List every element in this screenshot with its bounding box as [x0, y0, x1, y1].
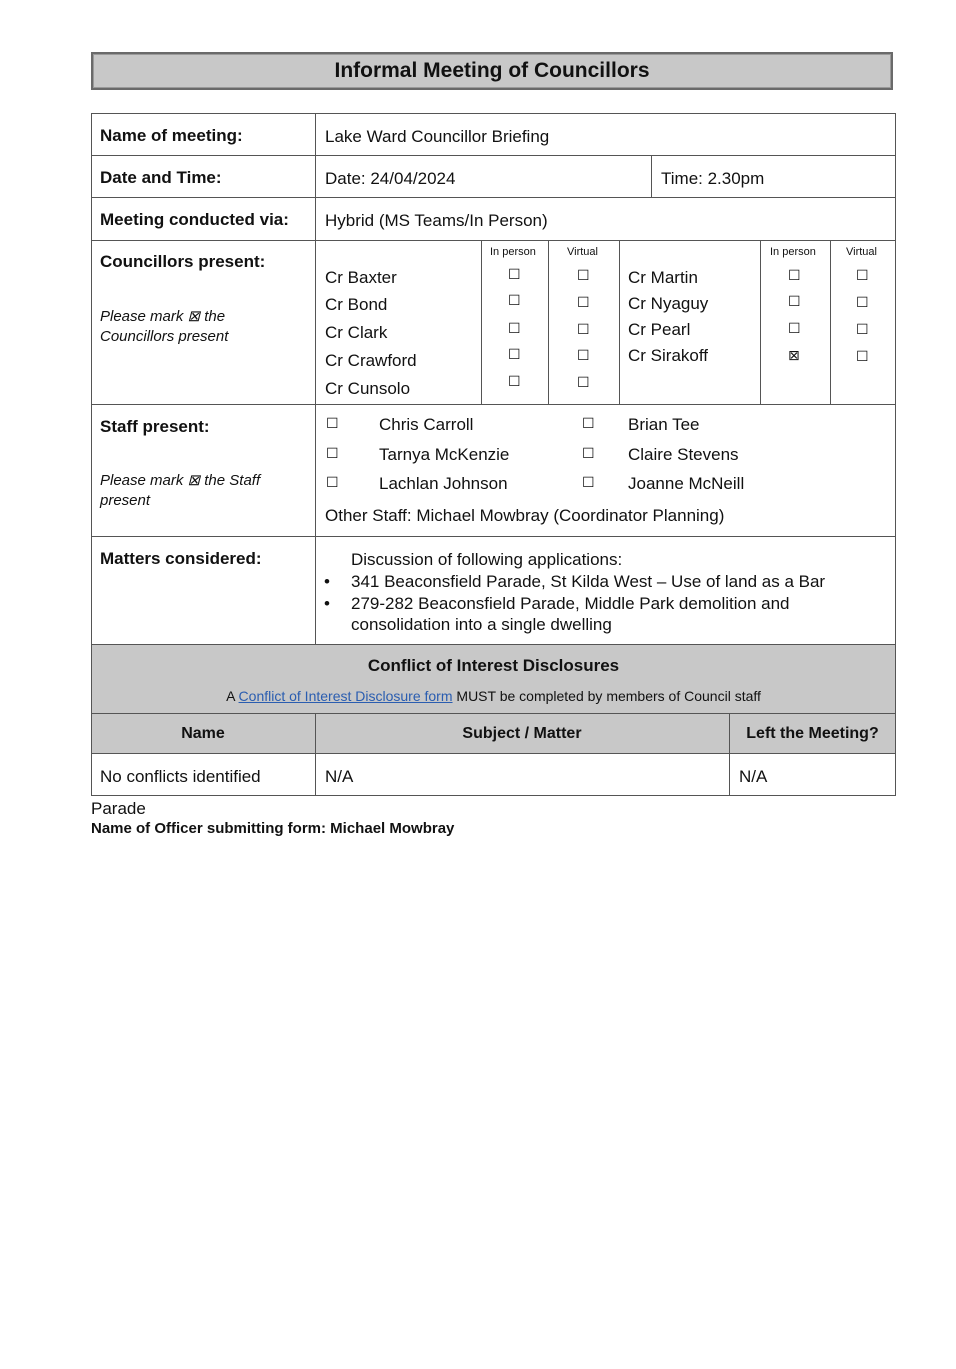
councillor-name: Cr Nyaguy [628, 294, 709, 313]
col-in-person-left: In person [490, 246, 536, 258]
conducted-via-value: Hybrid (MS Teams/In Person) [325, 211, 548, 230]
bullet-icon: • [324, 572, 330, 591]
bullet-icon: • [324, 594, 330, 613]
virtual-checkbox[interactable]: ☐ [577, 322, 590, 338]
staff-checkbox[interactable]: ☐ [582, 475, 595, 491]
in-person-checkbox[interactable]: ☐ [788, 321, 801, 337]
councillors-present-label: Councillors present: [100, 252, 266, 271]
virtual-checkbox[interactable]: ☐ [856, 349, 869, 365]
name-of-meeting-label: Name of meeting: [100, 126, 243, 145]
col-virtual-left: Virtual [567, 246, 598, 258]
staff-name: Tarnya McKenzie [379, 445, 510, 464]
conducted-via-label: Meeting conducted via: [100, 210, 289, 229]
matters-considered-label: Matters considered: [100, 549, 262, 568]
councillors-instruction: Please mark ⊠ the Councillors present [100, 308, 229, 345]
matter-item-continued: consolidation into a single dwelling [351, 615, 612, 634]
date-time-label: Date and Time: [100, 168, 222, 187]
councillor-name: Cr Crawford [325, 351, 417, 370]
meeting-time: Time: 2.30pm [661, 169, 765, 188]
disclosure-form-link[interactable]: Conflict of Interest Disclosure form [238, 688, 453, 704]
virtual-checkbox[interactable]: ☐ [856, 322, 869, 338]
conflicts-note [91, 688, 896, 704]
matters-intro: Discussion of following applications: [351, 550, 623, 569]
staff-checkbox[interactable]: ☐ [326, 475, 339, 491]
councillor-name: Cr Bond [325, 295, 388, 314]
staff-name: Joanne McNeill [628, 474, 745, 493]
name-of-meeting-value: Lake Ward Councillor Briefing [325, 127, 550, 146]
officer-name: Name of Officer submitting form: Michael Mowbray [91, 820, 455, 837]
conflict-left-cell: N/A [739, 767, 768, 786]
note-suffix: MUST be completed by members of Council staff [452, 688, 761, 704]
col-name-header: Name [181, 725, 225, 742]
virtual-checkbox[interactable]: ☐ [577, 295, 590, 311]
meeting-date: Date: 24/04/2024 [325, 169, 456, 188]
councillor-name: Cr Baxter [325, 268, 397, 287]
virtual-checkbox[interactable]: ☐ [856, 295, 869, 311]
staff-name: Chris Carroll [379, 415, 474, 434]
staff-present-label: Staff present: [100, 417, 210, 436]
councillor-name: Cr Cunsolo [325, 379, 411, 398]
virtual-checkbox[interactable]: ☐ [577, 375, 590, 391]
staff-checkbox[interactable]: ☐ [582, 446, 595, 462]
staff-name: Claire Stevens [628, 445, 739, 464]
staff-name: Brian Tee [628, 415, 700, 434]
in-person-checkbox[interactable]: ☐ [508, 374, 521, 390]
in-person-checkbox[interactable]: ☐ [508, 347, 521, 363]
in-person-checkbox[interactable]: ☐ [508, 267, 521, 283]
virtual-checkbox[interactable]: ☐ [856, 268, 869, 284]
councillor-name: Cr Sirakoff [628, 346, 708, 365]
in-person-checkbox[interactable]: ☐ [508, 293, 521, 309]
note-prefix: A [226, 688, 239, 704]
staff-name: Lachlan Johnson [379, 474, 508, 493]
matter-item: 341 Beaconsfield Parade, St Kilda West – Use of land as a Bar [351, 572, 826, 591]
in-person-checkbox[interactable]: ☐ [788, 294, 801, 310]
councillor-name: Cr Pearl [628, 320, 691, 339]
virtual-checkbox[interactable]: ☐ [577, 348, 590, 364]
staff-checkbox[interactable]: ☐ [582, 416, 595, 432]
conflicts-heading: Conflict of Interest Disclosures [367, 656, 620, 675]
col-virtual-right: Virtual [846, 246, 877, 258]
staff-checkbox[interactable]: ☐ [326, 416, 339, 432]
in-person-checkbox-checked[interactable]: ⊠ [788, 348, 800, 364]
col-subject-header: Subject / Matter [462, 725, 582, 742]
col-in-person-right: In person [770, 246, 816, 258]
form-title: Informal Meeting of Councillors [91, 52, 893, 90]
councillor-name: Cr Clark [325, 323, 388, 342]
staff-checkbox[interactable]: ☐ [326, 446, 339, 462]
matter-item: 279-282 Beaconsfield Parade, Middle Park demolition and [351, 594, 790, 613]
conflict-name-cell: No conflicts identified [100, 767, 261, 786]
conflict-subject-cell: N/A [325, 767, 354, 786]
in-person-checkbox[interactable]: ☐ [788, 268, 801, 284]
col-left-header: Left the Meeting? [746, 725, 879, 742]
stray-text: Parade [91, 799, 146, 818]
other-staff: Other Staff: Michael Mowbray (Coordinator Planning) [325, 506, 725, 525]
in-person-checkbox[interactable]: ☐ [508, 321, 521, 337]
staff-instruction: Please mark ⊠ the Staff present [100, 472, 261, 509]
councillor-name: Cr Martin [628, 268, 698, 287]
virtual-checkbox[interactable]: ☐ [577, 268, 590, 284]
